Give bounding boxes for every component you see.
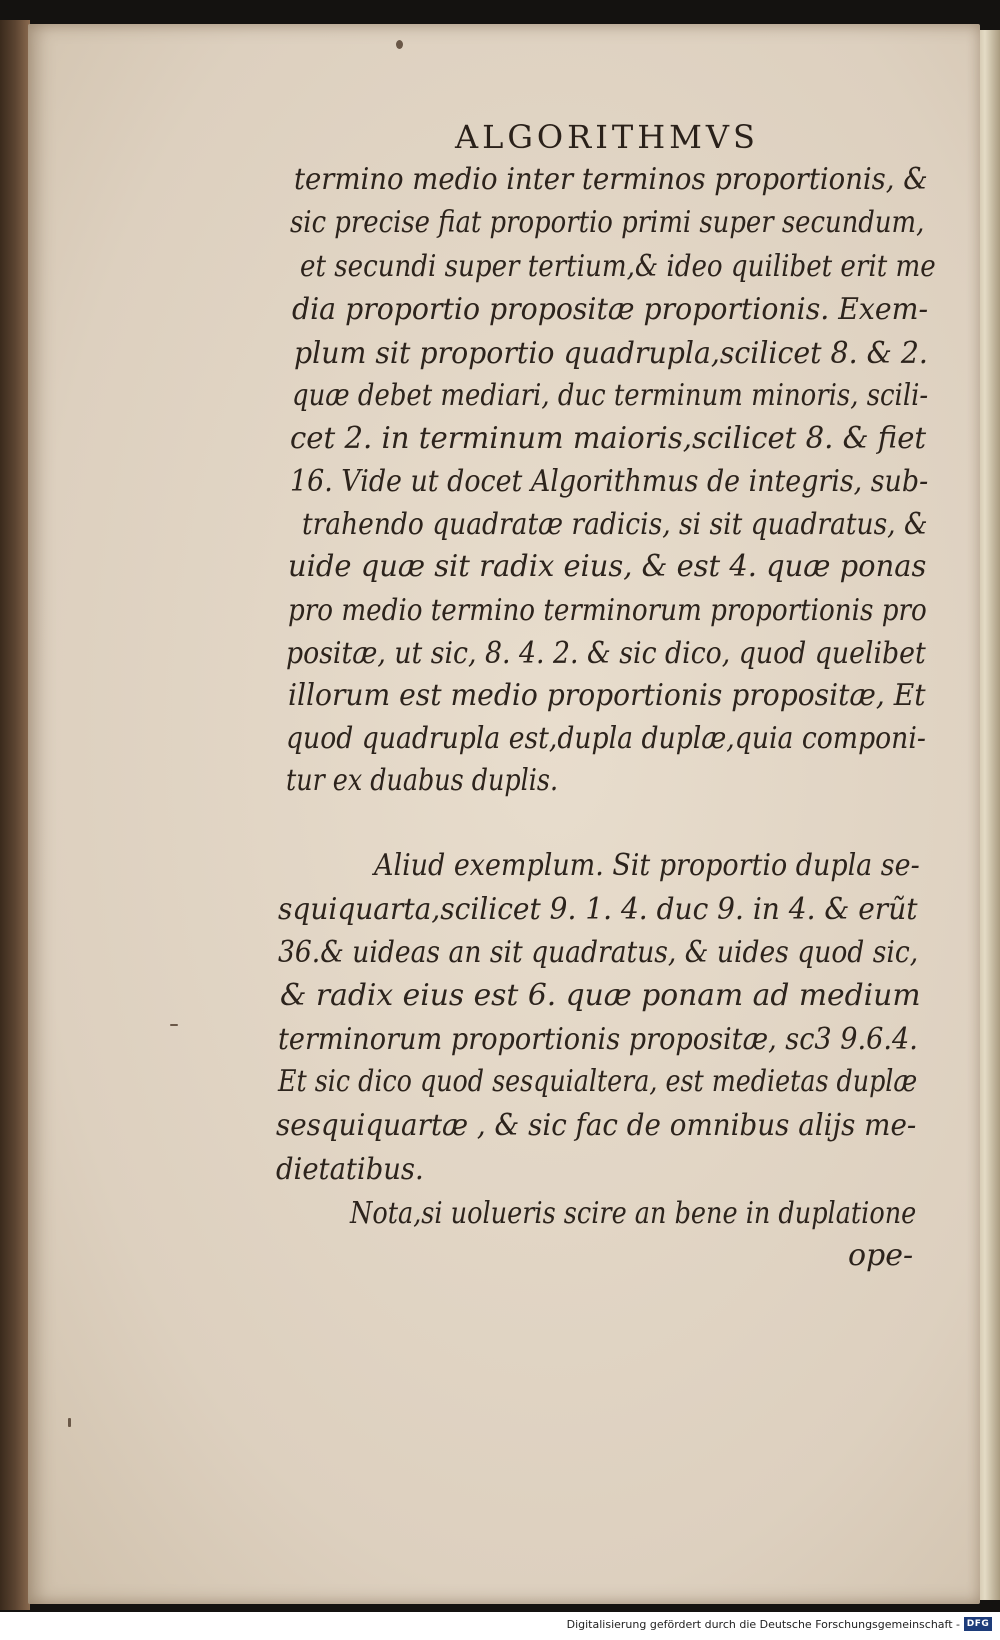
- text-line: Aliud exemplum. Sit proportio dupla se-: [374, 848, 920, 883]
- text-line: squiquarta,scilicet 9. 1. 4. duc 9. in 4. & erũt: [278, 892, 918, 927]
- text-line: illorum est medio proportionis propositæ, Et: [288, 678, 926, 713]
- text-line: sesquiquartæ , & sic fac de omnibus alijs me-: [276, 1108, 917, 1143]
- text-line: Nota,si uolueris scire an bene in duplatione: [350, 1196, 917, 1231]
- text-line: pro medio termino terminorum proportionis pro: [288, 593, 927, 628]
- text-line: cet 2. in terminum maioris,scilicet 8. & fiet: [290, 421, 927, 456]
- ink-speck: [68, 1418, 71, 1427]
- running-head: ALGORITHMVS: [455, 118, 759, 156]
- text-line: plum sit proportio quadrupla,scilicet 8. & 2.: [294, 336, 928, 371]
- text-line: termino medio inter terminos proportionis, &: [294, 162, 928, 197]
- text-line: 16. Vide ut docet Algorithmus de integris, sub-: [290, 464, 929, 499]
- text-line: 36.& uideas an sit quadratus, & uides quod sic,: [278, 935, 919, 970]
- text-line: tur ex duabus duplis.: [286, 763, 559, 798]
- text-line: dietatibus.: [276, 1152, 424, 1187]
- text-line: uide quæ sit radix eius, & est 4. quæ ponas: [288, 549, 927, 584]
- text-line: Et sic dico quod sesquialtera, est medietas duplæ: [278, 1064, 918, 1099]
- dfg-logo: DFG: [964, 1617, 992, 1631]
- text-line: et secundi super tertium,& ideo quilibet erit me: [300, 249, 936, 284]
- text-line: positæ, ut sic, 8. 4. 2. & sic dico, quod quelibet: [286, 636, 926, 671]
- text-line: quod quadrupla est,dupla duplæ,quia componi-: [286, 721, 926, 756]
- text-line: & radix eius est 6. quæ ponam ad medium: [280, 978, 921, 1013]
- text-line: dia proportio propositæ proportionis. Exem-: [292, 292, 929, 327]
- text-line: sic precise fiat proportio primi super secundum,: [290, 205, 925, 240]
- funding-note: Digitalisierung gefördert durch die Deutsche Forschungsgemeinschaft -: [566, 1618, 960, 1631]
- text-line: terminorum proportionis propositæ, sc3 9.6.4.: [278, 1022, 918, 1057]
- text-line: quæ debet mediari, duc terminum minoris, scili-: [292, 378, 929, 413]
- catchword: ope-: [848, 1238, 914, 1273]
- text-line: trahendo quadratæ radicis, si sit quadratus, &: [302, 507, 928, 542]
- book-spine-edge: [0, 20, 30, 1610]
- ink-speck: [170, 1024, 178, 1026]
- ink-speck: [396, 40, 403, 49]
